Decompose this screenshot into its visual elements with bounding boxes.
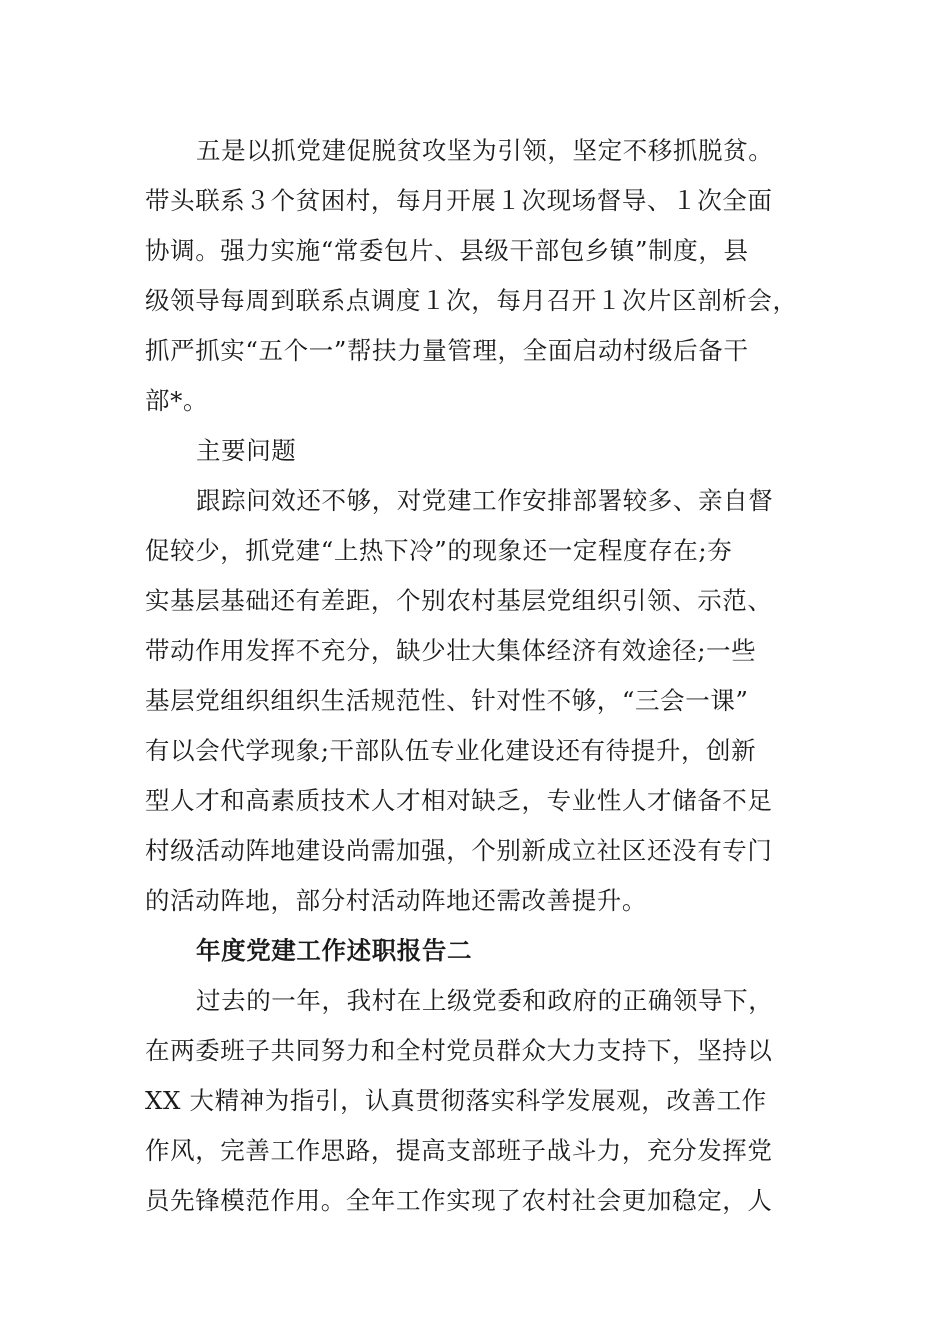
paragraph-line: 跟踪问效还不够，对党建工作安排部署较多、亲自督 <box>196 486 774 515</box>
paragraph-line: 有以会代学现象;干部队伍专业化建设还有待提升，创新 <box>145 736 757 765</box>
paragraph-line: 五是以抓党建促脱贫攻坚为引领，坚定不移抓脱贫。 <box>196 136 774 165</box>
paragraph-line: 级领导每周到联系点调度１次，每月召开１次片区剖析会， <box>145 286 798 315</box>
paragraph-line: 实基层基础还有差距，个别农村基层党组织引领、示范、 <box>145 586 773 615</box>
paragraph-line: 过去的一年，我村在上级党委和政府的正确领导下， <box>196 986 774 1015</box>
paragraph-line: 的活动阵地，部分村活动阵地还需改善提升。 <box>145 886 647 915</box>
paragraph-line: 促较少，抓党建“上热下冷”的现象还一定程度存在;夯 <box>145 536 733 565</box>
paragraph-line: 部*。 <box>145 386 209 415</box>
paragraph-line: 村级活动阵地建设尚需加强，个别新成立社区还没有专门 <box>145 836 773 865</box>
paragraph-line: 在两委班子共同努力和全村党员群众大力支持下，坚持以 <box>145 1036 773 1065</box>
section-title: 主要问题 <box>196 436 297 465</box>
paragraph-line: 抓严抓实“五个一”帮扶力量管理，全面启动村级后备干 <box>145 336 749 365</box>
paragraph-line: 协调。强力实施“常委包片、县级干部包乡镇”制度，县 <box>145 236 749 265</box>
paragraph-line: 员先锋模范作用。全年工作实现了农村社会更加稳定，人 <box>145 1186 773 1215</box>
paragraph-line: 作风，完善工作思路，提高支部班子战斗力，充分发挥党 <box>145 1136 773 1165</box>
paragraph-line: 基层党组织组织生活规范性、针对性不够，“三会一课” <box>145 686 749 715</box>
paragraph-line: XX 大精神为指引，认真贯彻落实科学发展观，改善工作 <box>145 1086 767 1115</box>
paragraph-line: 带动作用发挥不充分，缺少壮大集体经济有效途径;一些 <box>145 636 757 665</box>
report-heading: 年度党建工作述职报告二 <box>196 936 473 965</box>
paragraph-line: 型人才和高素质技术人才相对缺乏，专业性人才储备不足 <box>145 786 773 815</box>
paragraph-line: 带头联系３个贫困村，每月开展１次现场督导、１次全面 <box>145 186 773 215</box>
